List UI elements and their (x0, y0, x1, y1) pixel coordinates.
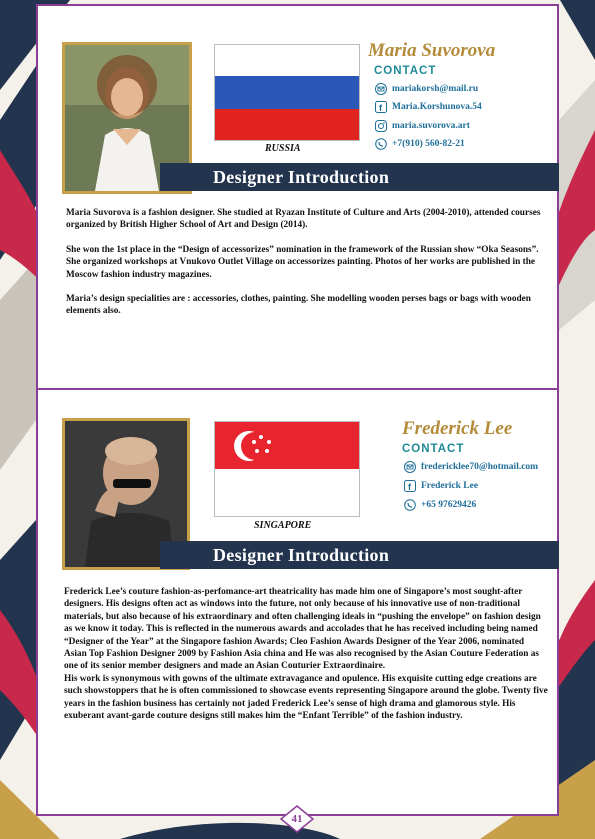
phone-text: +65 97629426 (421, 500, 477, 510)
designer-bio (64, 586, 548, 722)
email-text: mariakorsh@mail.ru (392, 84, 479, 94)
whatsapp-icon (375, 138, 387, 150)
instagram-row[interactable] (375, 120, 470, 132)
country-label: RUSSIA (265, 143, 301, 154)
phone-row[interactable] (404, 499, 476, 511)
facebook-row[interactable] (375, 101, 482, 113)
designer-name: Maria Suvorova (368, 40, 496, 61)
bio-paragraph: Maria Suvorova is a fashion designer. She studied at Ryazan Institute of Culture and Arts (2004-2010), attended courses organized by British Higher School of Art and Design (2014). (66, 208, 541, 231)
section-title: Designer Introduction (213, 545, 390, 565)
facebook-text: Maria.Korshunova.54 (392, 102, 482, 112)
email-row[interactable] (404, 461, 538, 473)
facebook-row[interactable] (404, 480, 478, 492)
designer-bio (66, 207, 546, 330)
facebook-text: Frederick Lee (421, 481, 479, 491)
email-text: fredericklee70@hotmail.com (421, 462, 539, 472)
bio-paragraph: She won the 1st place in the “Design of accessorizes” nomination in the framework of the Russian show “Oka Seasons”. She organized workshops at Vnukovo Outlet Village on accessorizes painting. Photos of her works are published in the Moscow fashion industry magazines. (66, 244, 539, 280)
country-label: SINGAPORE (254, 520, 312, 531)
svg-text:f: f (408, 482, 411, 492)
svg-text:f: f (379, 103, 382, 113)
contact-heading: CONTACT (374, 65, 437, 77)
contact-heading: CONTACT (402, 443, 465, 455)
facebook-icon (404, 480, 416, 492)
bio-paragraph: Maria’s design specialities are : accessories, clothes, painting. She modelling wooden perses bags or bags with wooden elements also. (66, 294, 531, 317)
instagram-text: maria.suvorova.art (392, 121, 470, 131)
bio-paragraph: His work is synonymous with gowns of the ultimate extravagance and opulence. His exquisite cutting edge creations are such showstoppers that he is often commissioned to showcase events representing Singapore around the globe. Twenty five years in the fashion business has certainly not jaded Frederick Lee’s sense of high drama and glamorous style. His exuberant avant-garde couture designs still makes him the “Enfant Terrible” of the fashion industry. (64, 673, 548, 722)
whatsapp-icon (404, 499, 416, 511)
flag-russia (214, 44, 360, 141)
instagram-icon (375, 120, 387, 132)
facebook-icon (375, 101, 387, 113)
email-icon (375, 83, 387, 95)
designer-name: Frederick Lee (402, 418, 513, 439)
section-title: Designer Introduction (213, 167, 390, 187)
email-row[interactable] (375, 83, 478, 95)
bio-paragraph: Frederick Lee’s couture fashion-as-perfomance-art theatricality has made him one of Singapore’s most sought-after designers. His designs often act as windows into the future, not only because of his innovative use of non-traditional materials, but also because of his extraordinary and often challenging ideals in “pushing the envelope” on fashion design as we know it today. This is reflected in the numerous awards and accolades that he has received including being named “Designer of the Year” at the Singapore fashion Awards; Cleo Fashion Awards Designer of the Year 2006, nominated Asian Top Fashion Designer 2009 by Fashion Asia china and He was also recognised by the Asian Couture Federation as one of its senior member designers and made an Asian Couturier Extraordinaire. (64, 587, 541, 672)
phone-row[interactable] (375, 138, 465, 150)
email-icon (404, 461, 416, 473)
phone-text: +7(910) 560-82-21 (392, 139, 465, 149)
section-divider (36, 388, 559, 390)
flag-singapore (214, 421, 360, 517)
page-number: 41 (291, 813, 303, 825)
